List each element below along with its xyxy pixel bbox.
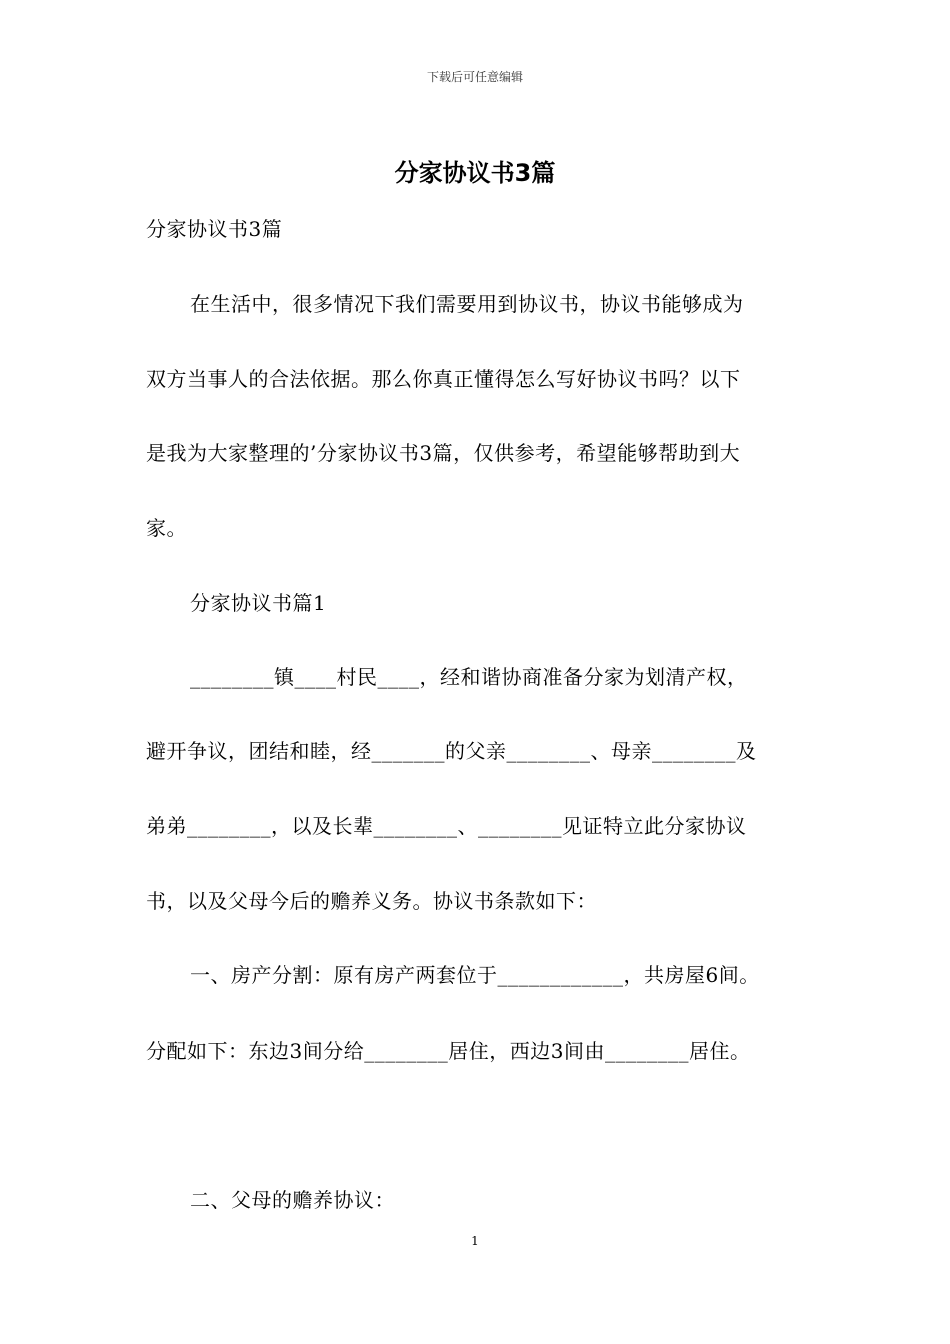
paragraph-line: 双方当事人的合法依据。那么你真正懂得怎么写好协议书吗？以下 <box>146 367 741 391</box>
paragraph-line: ________镇____村民____，经和谐协商准备分家为划清产权， <box>190 665 748 689</box>
subtitle-line: 分家协议书3篇 <box>146 217 283 241</box>
document-title: 分家协议书3篇 <box>394 159 556 187</box>
paragraph-line: 在生活中，很多情况下我们需要用到协议书，协议书能够成为 <box>190 292 744 316</box>
header-note: 下载后可任意编辑 <box>426 70 523 84</box>
clause-line: 一、房产分割：原有房产两套位于____________，共房屋6间。 <box>190 963 760 987</box>
section-heading: 分家协议书篇1 <box>190 591 327 615</box>
page-number: 1 <box>471 1234 479 1248</box>
paragraph-line: 弟弟________，以及长辈________、________见证特立此分家协议 <box>146 814 747 838</box>
paragraph-line: 避开争议，团结和睦，经_______的父亲________、母亲________及 <box>146 739 757 763</box>
clause-line: 分配如下：东边3间分给________居住，西边3间由________居住。 <box>146 1039 751 1063</box>
paragraph-line: 是我为大家整理的’分家协议书3篇，仅供参考，希望能够帮助到大 <box>146 441 741 465</box>
clause-line: 二、父母的赡养协议： <box>190 1188 395 1212</box>
paragraph-line: 家。 <box>146 516 187 540</box>
paragraph-line: 书，以及父母今后的赡养义务。协议书条款如下： <box>146 889 597 913</box>
